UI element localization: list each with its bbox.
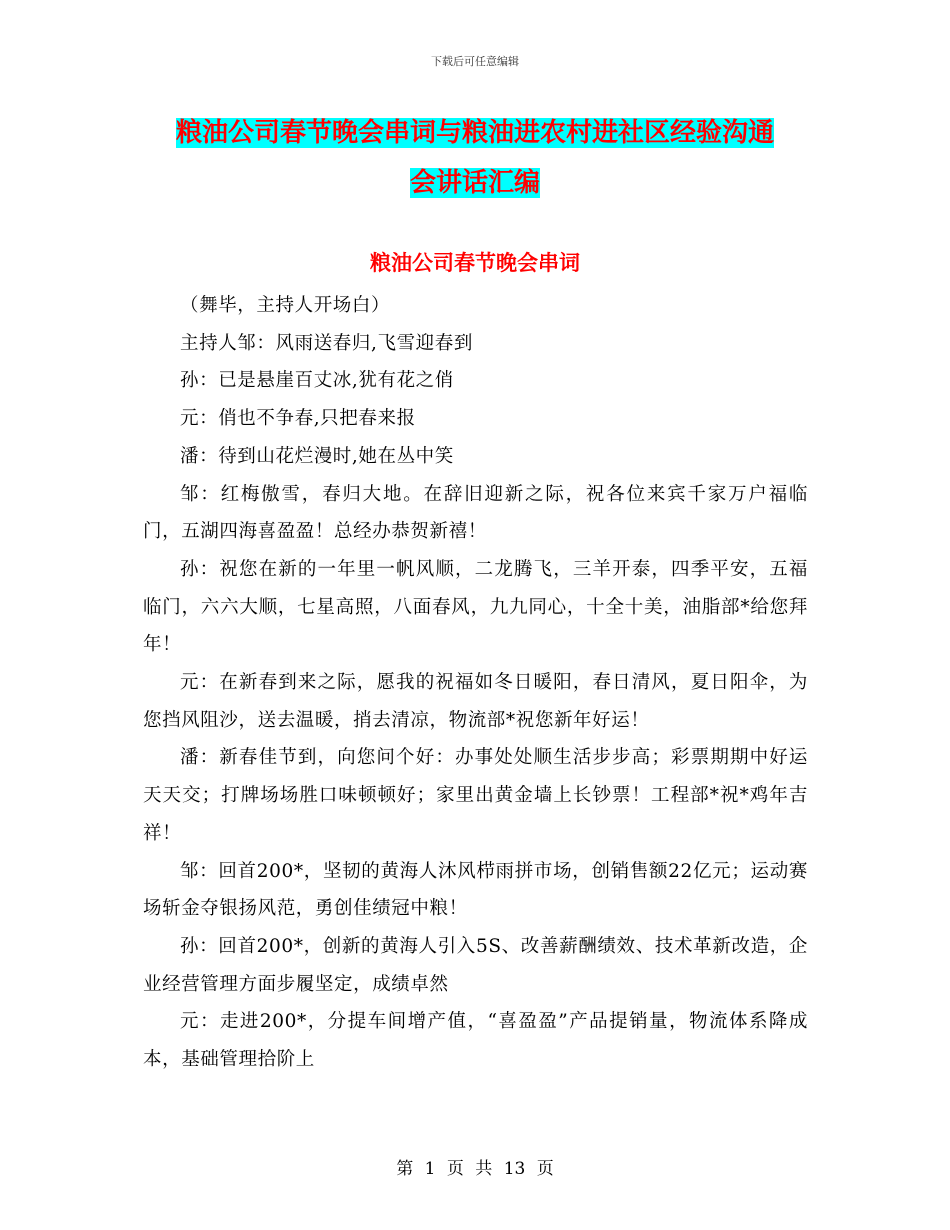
paragraph: 孙：已是悬崖百丈冰,犹有花之俏 — [180, 370, 454, 392]
page-footer: 第 1 页 共 13 页 — [396, 1159, 554, 1179]
document-title — [140, 108, 810, 208]
document-title-line-1: 粮油公司春节晚会串词与粮油进农村进社区经验沟通 — [175, 118, 774, 148]
paragraph: 邹：红梅傲雪，春归大地。在辞旧迎新之际，祝各位来宾千家万户福临门，五湖四海喜盈盈！总经办恭贺新禧！ — [143, 483, 808, 543]
section-title: 粮油公司春节晚会串词 — [370, 251, 580, 275]
paragraph: 潘：新春佳节到，向您问个好：办事处处顺生活步步高；彩票期期中好运天天交；打牌场场胜口味顿顿好；家里出黄金墙上长钞票！工程部*祝*鸡年吉祥！ — [143, 747, 808, 844]
paragraph: （舞毕，主持人开场白） — [180, 295, 391, 316]
paragraph: 潘：待到山花烂漫时,她在丛中笑 — [180, 445, 454, 467]
page-header-note: 下载后可任意编辑 — [431, 55, 519, 68]
paragraph: 孙：回首200*，创新的黄海人引入5S、改善薪酬绩效、技术革新改造，企业经营管理方面步履坚定，成绩卓然 — [143, 935, 808, 995]
paragraph: 孙：祝您在新的一年里一帆风顺，二龙腾飞，三羊开泰，四季平安，五福临门，六六大顺，七星高照，八面春风，九九同心，十全十美，油脂部*给您拜年！ — [143, 558, 808, 656]
document-body — [143, 287, 808, 1079]
paragraph: 元：俏也不争春,只把春来报 — [180, 408, 416, 430]
paragraph: 元：在新春到来之际，愿我的祝福如冬日暖阳，春日清风，夏日阳伞，为您挡风阻沙，送去温暖，捎去清凉，物流部*祝您新年好运！ — [143, 672, 808, 731]
paragraph: 邹：回首200*，坚韧的黄海人沐风栉雨拼市场，创销售额22亿元；运动赛场斩金夺银扬风范，勇创佳绩冠中粮！ — [143, 860, 808, 920]
paragraph: 主持人邹：风雨送春归,飞雪迎春到 — [180, 332, 473, 354]
document-title-line-2: 会讲话汇编 — [409, 168, 540, 198]
paragraph: 元：走进200*，分提车间增产值，“喜盈盈”产品提销量，物流体系降成本，基础管理拾阶上 — [143, 1011, 808, 1071]
